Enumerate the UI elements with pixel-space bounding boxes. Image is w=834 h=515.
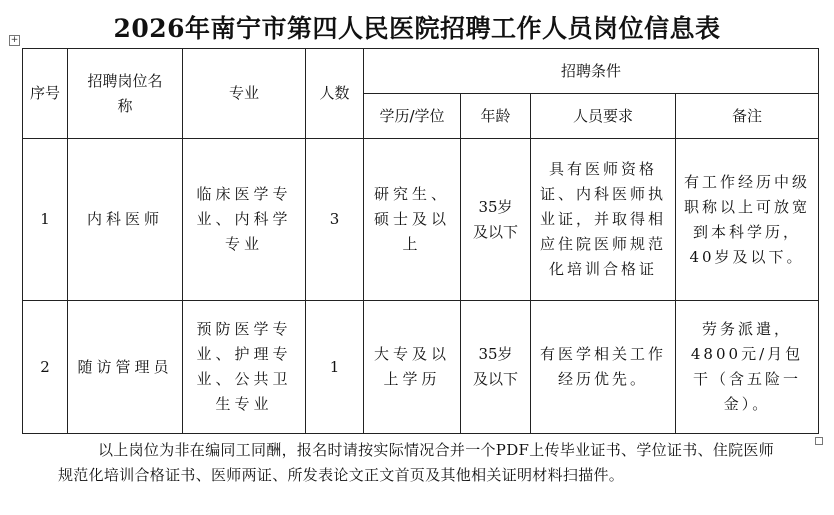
row-position: 内科医师 <box>68 139 183 301</box>
header-education: 学历/学位 <box>364 94 461 139</box>
row-seq: 1 <box>23 139 68 301</box>
row-count: 1 <box>306 301 364 434</box>
header-conditions: 招聘条件 <box>364 49 819 94</box>
row-position: 随访管理员 <box>68 301 183 434</box>
row-education: 研究生、硕士及以上 <box>364 139 461 301</box>
header-requirements: 人员要求 <box>531 94 676 139</box>
header-position <box>68 49 183 139</box>
row-requirements: 具有医师资格证、内科医师执业证，并取得相应住院医师规范化培训合格证 <box>531 139 676 301</box>
row-remarks: 有工作经历中级职称以上可放宽到本科学历，40岁及以下。 <box>676 139 819 301</box>
header-age: 年龄 <box>461 94 531 139</box>
footnote: 以上岗位为非在编同工同酬，报名时请按实际情况合并一个PDF上传毕业证书、学位证书、住院医师规范化培训合格证书、医师两证、所发表论文正文首页及其他相关证明材料扫描件。 <box>58 441 775 484</box>
header-major: 专业 <box>183 49 306 139</box>
row-remarks: 劳务派遣，4800元/月包干（含五险一金）。 <box>676 301 819 434</box>
positions-table <box>22 48 819 434</box>
row-requirements: 有医学相关工作经历优先。 <box>531 301 676 434</box>
header-position-text: 招聘岗位名称 <box>87 71 163 115</box>
page-title: 2026年南宁市第四人民医院招聘工作人员岗位信息表 <box>113 14 721 43</box>
row-age <box>461 301 531 434</box>
row-education: 大专及以上学历 <box>364 301 461 434</box>
table-move-handle-icon[interactable]: + <box>10 35 19 45</box>
header-seq: 序号 <box>23 49 68 139</box>
table-row <box>23 301 819 434</box>
row-count: 3 <box>306 139 364 301</box>
row-major: 临床医学专业、内科学专业 <box>183 139 306 301</box>
row-seq: 2 <box>23 301 68 434</box>
row-age <box>461 139 531 301</box>
table-resize-handle[interactable] <box>815 437 823 445</box>
header-remarks: 备注 <box>676 94 819 139</box>
row-age-text: 35岁及以下 <box>473 345 519 388</box>
row-major: 预防医学专业、护理专业、公共卫生专业 <box>183 301 306 434</box>
header-count: 人数 <box>306 49 364 139</box>
table-row <box>23 139 819 301</box>
row-age-text: 35岁及以下 <box>473 197 519 241</box>
